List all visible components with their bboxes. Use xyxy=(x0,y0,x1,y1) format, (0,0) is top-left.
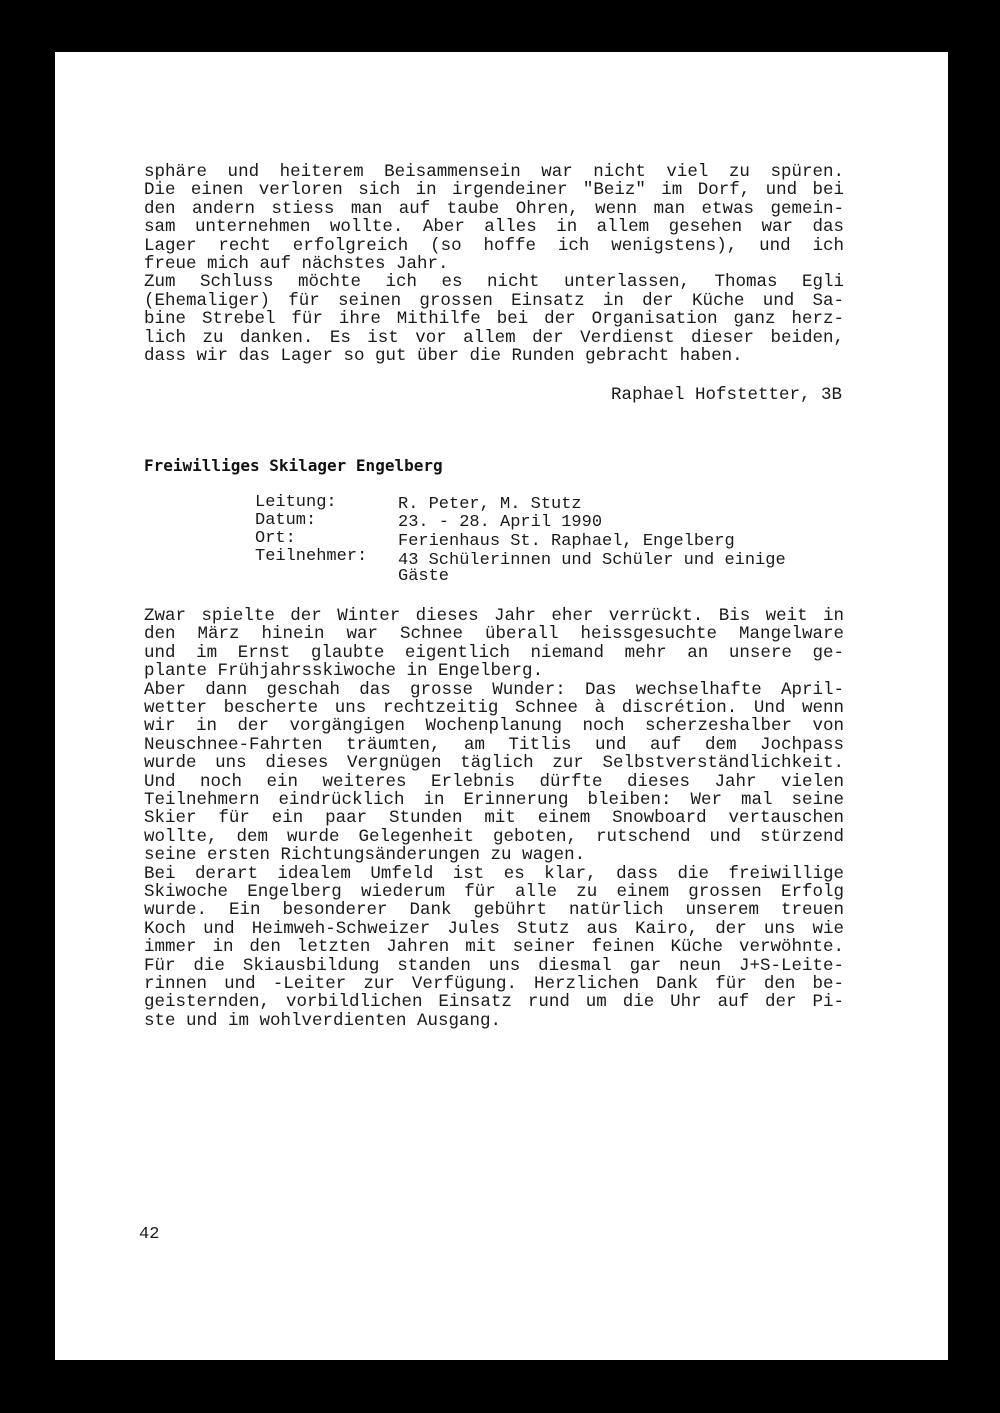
meta-value: Ferienhaus St. Raphael, Engelberg xyxy=(398,532,735,551)
body-line: wurde. Ein besonderer Dank gebührt natürlich unserem treuen xyxy=(144,900,844,920)
body-line: Aber dann geschah das grosse Wunder: Das wechselhafte April- xyxy=(144,680,844,700)
signature: Raphael Hofstetter, 3B xyxy=(610,385,842,405)
meta-value: 43 Schülerinnen und Schüler und einige xyxy=(398,551,786,570)
document-page xyxy=(55,52,948,1360)
intro-line: den andern stiess man auf taube Ohren, wenn man etwas gemein- xyxy=(144,199,844,219)
body-line: plante Frühjahrsskiwoche in Engelberg. xyxy=(144,661,544,681)
body-line: immer in den letzten Jahren mit seiner feinen Küche verwöhnte. xyxy=(144,937,844,957)
meta-value: 23. - 28. April 1990 xyxy=(398,513,603,532)
page-number: 42 xyxy=(139,1225,160,1244)
body-line: wollte, dem wurde Gelegenheit geboten, rutschend und stürzend xyxy=(144,827,844,847)
meta-label: Ort: xyxy=(255,529,296,548)
intro-line: lich zu danken. Es ist vor allem der Verdienst dieser beiden, xyxy=(144,328,844,348)
body-line: Skiwoche Engelberg wiederum für alle zu einem grossen Erfolg xyxy=(144,882,844,902)
intro-line: Lager recht erfolgreich (so hoffe ich wenigstens), und ich xyxy=(144,236,844,256)
body-line: wir in der vorgängigen Wochenplanung noch scherzeshalber von xyxy=(144,716,844,736)
body-line: Und noch ein weiteres Erlebnis dürfte dieses Jahr vielen xyxy=(144,772,844,792)
body-line: Bei derart idealem Umfeld ist es klar, dass die freiwillige xyxy=(144,864,844,884)
body-line: Neuschnee-Fahrten träumten, am Titlis und auf dem Jochpass xyxy=(144,735,844,755)
body-line: wurde uns dieses Vergnügen täglich zur Selbstverständlichkeit. xyxy=(144,753,844,773)
meta-label: Datum: xyxy=(255,511,317,530)
body-line: Für die Skiausbildung standen uns diesmal gar neun J+S-Leite- xyxy=(144,956,844,976)
intro-line: freue mich auf nächstes Jahr. xyxy=(144,254,449,274)
body-line: Zwar spielte der Winter dieses Jahr eher verrückt. Bis weit in xyxy=(144,606,844,626)
body-line: den März hinein war Schnee überall heissgesuchte Mangelware xyxy=(144,624,844,644)
intro-line: Die einen verloren sich in irgendeiner "Beiz" im Dorf, und bei xyxy=(144,180,844,200)
intro-line: (Ehemaliger) für seinen grossen Einsatz in der Küche und Sa- xyxy=(144,291,844,311)
body-line: Skier für ein paar Stunden mit einem Snowboard vertauschen xyxy=(144,808,844,828)
body-line: ste und im wohlverdienten Ausgang. xyxy=(144,1011,502,1031)
section-title: Freiwilliges Skilager Engelberg xyxy=(144,456,443,475)
meta-label: Teilnehmer: xyxy=(255,547,368,566)
intro-line: sam unternehmen wollte. Aber alles in allem gesehen war das xyxy=(144,217,844,237)
intro-line: dass wir das Lager so gut über die Runden gebracht haben. xyxy=(144,346,743,366)
intro-line: Zum Schluss möchte ich es nicht unterlassen, Thomas Egli xyxy=(144,272,844,292)
meta-value: R. Peter, M. Stutz xyxy=(398,495,582,514)
meta-label: Leitung: xyxy=(255,493,337,512)
body-line: rinnen und -Leiter zur Verfügung. Herzlichen Dank für den be- xyxy=(144,974,844,994)
intro-line: bine Strebel für ihre Mithilfe bei der Organisation ganz herz- xyxy=(144,309,844,329)
body-line: und im Ernst glaubte eigentlich niemand mehr an unsere ge- xyxy=(144,643,844,663)
meta-value-continued: Gäste xyxy=(398,567,450,586)
body-line: geisternden, vorbildlichen Einsatz rund um die Uhr auf der Pi- xyxy=(144,992,844,1012)
body-line: seine ersten Richtungsänderungen zu wagen. xyxy=(144,845,586,865)
body-line: Teilnehmern eindrücklich in Erinnerung bleiben: Wer mal seine xyxy=(144,790,844,810)
intro-line: sphäre und heiterem Beisammensein war nicht viel zu spüren. xyxy=(144,162,844,182)
body-line: Koch und Heimweh-Schweizer Jules Stutz aus Kairo, der uns wie xyxy=(144,919,844,939)
body-line: wetter bescherte uns rechtzeitig Schnee à discrétion. Und wenn xyxy=(144,698,844,718)
